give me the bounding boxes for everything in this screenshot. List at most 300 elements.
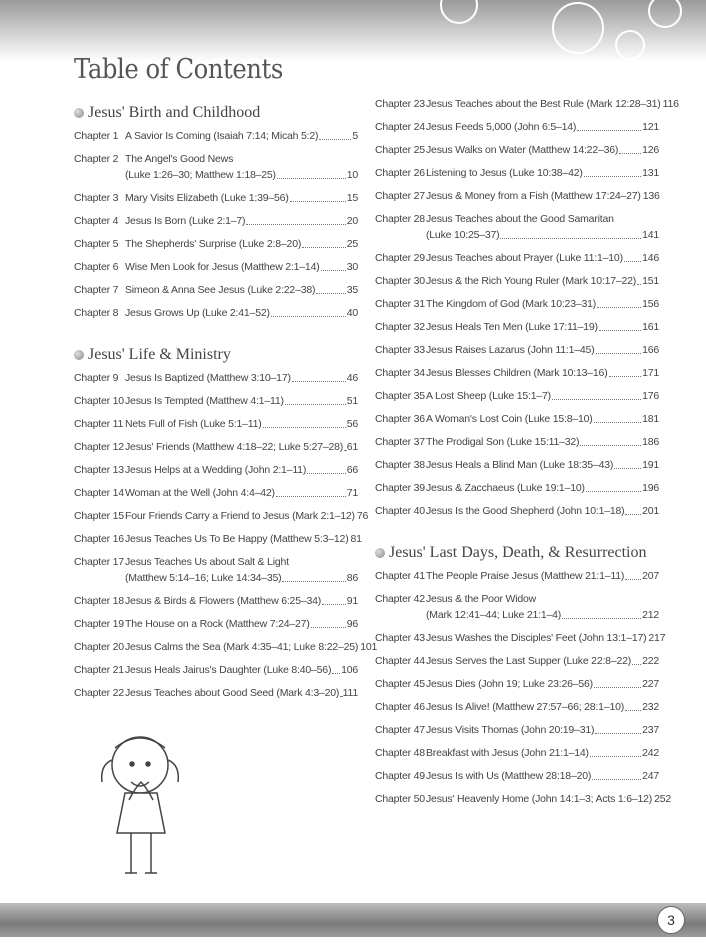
chapter-page: 191 bbox=[642, 459, 659, 471]
dot-leader bbox=[592, 768, 641, 780]
chapter-label: Chapter 10 bbox=[74, 395, 124, 407]
toc-entry[interactable] bbox=[375, 211, 659, 250]
chapter-line bbox=[125, 685, 358, 701]
chapter-line bbox=[426, 503, 659, 519]
chapter-page: 222 bbox=[642, 655, 659, 667]
chapter-line bbox=[125, 167, 358, 183]
chapter-body bbox=[426, 676, 659, 699]
dot-leader bbox=[276, 485, 346, 497]
chapter-label: Chapter 20 bbox=[74, 641, 124, 653]
chapter-label: Chapter 30 bbox=[375, 275, 425, 287]
chapter-line bbox=[426, 607, 659, 623]
chapter-line bbox=[125, 439, 358, 455]
chapter-body bbox=[426, 342, 659, 365]
chapter-label: Chapter 43 bbox=[375, 632, 425, 644]
chapter-title: (Luke 1:26–30; Matthew 1:18–25) bbox=[125, 169, 276, 181]
dot-leader bbox=[246, 213, 345, 225]
dot-leader bbox=[277, 167, 346, 179]
toc-entry[interactable] bbox=[375, 503, 659, 526]
chapter-page: 56 bbox=[346, 418, 358, 430]
dot-leader bbox=[307, 462, 346, 474]
chapter-line bbox=[426, 568, 659, 584]
chapter-body bbox=[125, 485, 358, 508]
chapter-page: 237 bbox=[642, 724, 659, 736]
chapter-body bbox=[125, 305, 358, 328]
chapter-page: 207 bbox=[642, 570, 659, 582]
chapter-title: Jesus Serves the Last Supper (Luke 22:8–22) bbox=[426, 655, 632, 667]
toc-entry[interactable] bbox=[74, 393, 358, 416]
bubble-decoration bbox=[648, 0, 682, 28]
chapter-title: Jesus Dies (John 19; Luke 23:26–56) bbox=[426, 678, 593, 690]
toc-entry[interactable] bbox=[375, 630, 666, 653]
chapter-page: 111 bbox=[342, 687, 358, 699]
chapter-title: Jesus Is Born (Luke 2:1–7) bbox=[125, 215, 246, 227]
chapter-line bbox=[426, 653, 659, 669]
toc-entry[interactable] bbox=[74, 236, 358, 259]
toc-entry[interactable] bbox=[74, 151, 358, 190]
toc-entry[interactable] bbox=[375, 745, 659, 768]
toc-entry[interactable] bbox=[375, 273, 659, 296]
chapter-page: 15 bbox=[346, 192, 358, 204]
chapter-line bbox=[426, 480, 659, 496]
chapter-body bbox=[426, 568, 659, 591]
chapter-body bbox=[426, 319, 659, 342]
bubble-decoration bbox=[440, 0, 478, 24]
chapter-line bbox=[426, 630, 666, 646]
chapter-body bbox=[125, 370, 358, 393]
chapter-title: Jesus & Zacchaeus (Luke 19:1–10) bbox=[426, 482, 585, 494]
toc-entry[interactable] bbox=[375, 791, 671, 814]
toc-entry[interactable] bbox=[375, 676, 659, 699]
chapter-page: 61 bbox=[346, 441, 358, 453]
chapter-line bbox=[426, 591, 659, 607]
chapter-title: Jesus' Heavenly Home (John 14:1–3; Acts 1:6–12) bbox=[426, 793, 653, 805]
toc-entry[interactable] bbox=[375, 96, 679, 119]
chapter-line bbox=[125, 639, 378, 655]
toc-column-left bbox=[74, 98, 378, 708]
chapter-label: Chapter 9 bbox=[74, 372, 119, 384]
chapter-line bbox=[125, 485, 358, 501]
chapter-line bbox=[125, 190, 358, 206]
chapter-page: 247 bbox=[642, 770, 659, 782]
chapter-page: 25 bbox=[346, 238, 358, 250]
chapter-title: The Angel's Good News bbox=[125, 153, 234, 165]
chapter-body bbox=[125, 593, 358, 616]
toc-entry[interactable] bbox=[74, 128, 358, 151]
chapter-label: Chapter 48 bbox=[375, 747, 425, 759]
chapter-title: Jesus Teaches about Prayer (Luke 11:1–10) bbox=[426, 252, 623, 264]
chapter-line bbox=[125, 662, 358, 678]
chapter-body bbox=[426, 457, 659, 480]
toc-entry[interactable] bbox=[74, 662, 358, 685]
chapter-page: 151 bbox=[642, 275, 659, 287]
toc-entry[interactable] bbox=[74, 593, 358, 616]
chapter-page: 5 bbox=[352, 130, 358, 142]
chapter-title: Jesus Helps at a Wedding (John 2:1–11) bbox=[125, 464, 307, 476]
toc-entry[interactable] bbox=[375, 568, 659, 591]
chapter-body bbox=[426, 768, 659, 791]
chapter-title: (Matthew 5:14–16; Luke 14:34–35) bbox=[125, 572, 282, 584]
chapter-title: A Savior Is Coming (Isaiah 7:14; Micah 5:2) bbox=[125, 130, 319, 142]
chapter-line bbox=[125, 416, 358, 432]
chapter-page: 181 bbox=[642, 413, 659, 425]
chapter-line bbox=[125, 128, 358, 144]
chapter-line bbox=[125, 462, 358, 478]
chapter-line bbox=[125, 393, 358, 409]
chapter-label: Chapter 28 bbox=[375, 213, 425, 225]
toc-entry[interactable] bbox=[74, 416, 358, 439]
chapter-title: Jesus Feeds 5,000 (John 6:5–14) bbox=[426, 121, 577, 133]
toc-entry[interactable] bbox=[74, 190, 358, 213]
chapter-title: Jesus Heals Ten Men (Luke 17:11–19) bbox=[426, 321, 598, 333]
toc-entry[interactable] bbox=[74, 508, 369, 531]
dot-leader bbox=[340, 685, 341, 697]
chapter-body bbox=[125, 393, 358, 416]
dot-leader bbox=[596, 342, 642, 354]
chapter-body bbox=[426, 96, 679, 119]
section-heading-text: Jesus' Life & Ministry bbox=[88, 346, 231, 363]
toc-entry[interactable] bbox=[74, 282, 358, 305]
footer-band bbox=[0, 903, 706, 937]
toc-entry[interactable] bbox=[375, 296, 659, 319]
chapter-body bbox=[426, 722, 659, 745]
toc-entry[interactable] bbox=[375, 142, 659, 165]
chapter-body bbox=[426, 188, 659, 211]
chapter-line bbox=[125, 305, 358, 321]
chapter-title: Wise Men Look for Jesus (Matthew 2:1–14) bbox=[125, 261, 320, 273]
chapter-line bbox=[426, 211, 659, 227]
toc-entry[interactable] bbox=[375, 250, 659, 273]
dot-leader bbox=[624, 250, 641, 262]
chapter-title: Jesus Teaches about the Best Rule (Mark 12:28–31) bbox=[426, 98, 661, 110]
toc-entry[interactable] bbox=[74, 370, 358, 393]
chapter-line bbox=[426, 745, 659, 761]
chapter-title: Jesus' Friends (Matthew 4:18–22; Luke 5:27–28) bbox=[125, 441, 344, 453]
dot-leader bbox=[322, 593, 346, 605]
chapter-label: Chapter 18 bbox=[74, 595, 124, 607]
dot-leader bbox=[594, 676, 641, 688]
chapter-label: Chapter 46 bbox=[375, 701, 425, 713]
chapter-title: Jesus Raises Lazarus (John 11:1–45) bbox=[426, 344, 595, 356]
chapter-page: 232 bbox=[642, 701, 659, 713]
chapter-page: 71 bbox=[346, 487, 358, 499]
toc-entry[interactable] bbox=[74, 462, 358, 485]
section-heading bbox=[74, 98, 358, 128]
chapter-body bbox=[125, 639, 378, 662]
chapter-title: A Woman's Lost Coin (Luke 15:8–10) bbox=[426, 413, 593, 425]
toc-entry[interactable] bbox=[74, 485, 358, 508]
toc-entry[interactable] bbox=[74, 439, 358, 462]
toc-entry[interactable] bbox=[74, 685, 358, 708]
header-band bbox=[0, 0, 706, 62]
chapter-body bbox=[426, 411, 659, 434]
chapter-label: Chapter 40 bbox=[375, 505, 425, 517]
dot-leader bbox=[263, 416, 346, 428]
chapter-label: Chapter 36 bbox=[375, 413, 425, 425]
toc-entry[interactable] bbox=[74, 259, 358, 282]
chapter-title: Mary Visits Elizabeth (Luke 1:39–56) bbox=[125, 192, 289, 204]
chapter-title: A Lost Sheep (Luke 15:1–7) bbox=[426, 390, 551, 402]
chapter-line bbox=[125, 259, 358, 275]
toc-entry[interactable] bbox=[375, 591, 659, 630]
toc-entry[interactable] bbox=[375, 480, 659, 503]
chapter-page: 136 bbox=[642, 190, 660, 202]
chapter-line bbox=[426, 227, 659, 243]
chapter-body bbox=[125, 662, 358, 685]
toc-column-right bbox=[375, 96, 679, 814]
chapter-label: Chapter 2 bbox=[74, 153, 119, 165]
page-title: Table of Contents bbox=[74, 54, 283, 85]
chapter-label: Chapter 5 bbox=[74, 238, 119, 250]
chapter-label: Chapter 25 bbox=[375, 144, 425, 156]
chapter-label: Chapter 1 bbox=[74, 130, 119, 142]
chapter-title: Listening to Jesus (Luke 10:38–42) bbox=[426, 167, 583, 179]
chapter-page: 40 bbox=[346, 307, 358, 319]
chapter-page: 217 bbox=[648, 632, 666, 644]
chapter-page: 91 bbox=[346, 595, 358, 607]
chapter-title: Jesus Blesses Children (Mark 10:13–16) bbox=[426, 367, 608, 379]
chapter-label: Chapter 12 bbox=[74, 441, 124, 453]
dot-leader bbox=[292, 370, 346, 382]
section-heading bbox=[74, 340, 358, 370]
chapter-label: Chapter 4 bbox=[74, 215, 119, 227]
chapter-page: 166 bbox=[642, 344, 659, 356]
chapter-page: 227 bbox=[642, 678, 659, 690]
chapter-line bbox=[125, 570, 358, 586]
chapter-body bbox=[426, 296, 659, 319]
chapter-title: The Prodigal Son (Luke 15:11–32) bbox=[426, 436, 580, 448]
chapter-body bbox=[125, 554, 358, 593]
toc-entry[interactable] bbox=[375, 165, 659, 188]
chapter-label: Chapter 3 bbox=[74, 192, 119, 204]
chapter-title: Breakfast with Jesus (John 21:1–14) bbox=[426, 747, 589, 759]
chapter-label: Chapter 47 bbox=[375, 724, 425, 736]
chapter-page: 76 bbox=[356, 510, 369, 522]
chapter-body bbox=[426, 119, 659, 142]
chapter-page: 126 bbox=[642, 144, 659, 156]
dot-leader bbox=[562, 607, 641, 619]
chapter-body bbox=[426, 745, 659, 768]
chapter-line bbox=[426, 411, 659, 427]
chapter-title: The House on a Rock (Matthew 7:24–27) bbox=[125, 618, 310, 630]
chapter-line bbox=[426, 296, 659, 312]
chapter-line bbox=[125, 508, 369, 524]
chapter-title: Nets Full of Fish (Luke 5:1–11) bbox=[125, 418, 262, 430]
chapter-title: Jesus Is the Good Shepherd (John 10:1–18) bbox=[426, 505, 625, 517]
chapter-label: Chapter 50 bbox=[375, 793, 425, 805]
toc-entry[interactable] bbox=[375, 457, 659, 480]
chapter-title: Jesus Walks on Water (Matthew 14:22–36) bbox=[426, 144, 619, 156]
toc-entry[interactable] bbox=[375, 768, 659, 791]
dot-leader bbox=[637, 273, 641, 285]
chapter-title: Jesus & Birds & Flowers (Matthew 6:25–34) bbox=[125, 595, 322, 607]
dot-leader bbox=[319, 128, 351, 140]
dot-leader bbox=[290, 190, 346, 202]
bullet-icon bbox=[74, 108, 84, 118]
toc-entry[interactable] bbox=[74, 554, 358, 593]
dot-leader bbox=[332, 662, 340, 674]
page-number: 3 bbox=[657, 906, 685, 934]
dot-leader bbox=[597, 296, 641, 308]
toc-entry[interactable] bbox=[375, 342, 659, 365]
chapter-body bbox=[125, 462, 358, 485]
chapter-line bbox=[426, 434, 659, 450]
section-heading-text: Jesus' Birth and Childhood bbox=[88, 104, 261, 121]
chapter-title: Jesus Teaches Us To Be Happy (Matthew 5:3–12) bbox=[125, 533, 349, 545]
chapter-body bbox=[125, 531, 362, 554]
chapter-page: 66 bbox=[346, 464, 358, 476]
chapter-title: Jesus & Money from a Fish (Matthew 17:24–27) bbox=[426, 190, 641, 202]
chapter-label: Chapter 14 bbox=[74, 487, 124, 499]
bullet-icon bbox=[74, 350, 84, 360]
dot-leader bbox=[625, 699, 641, 711]
chapter-body bbox=[426, 388, 659, 411]
chapter-body bbox=[426, 630, 666, 653]
chapter-body bbox=[426, 591, 659, 630]
chapter-title: Jesus Washes the Disciples' Feet (John 13:1–17) bbox=[426, 632, 647, 644]
dot-leader bbox=[625, 503, 641, 515]
chapter-line bbox=[426, 676, 659, 692]
chapter-body bbox=[125, 282, 358, 305]
dot-leader bbox=[577, 119, 641, 131]
chapter-label: Chapter 22 bbox=[74, 687, 124, 699]
dot-leader bbox=[311, 616, 346, 628]
chapter-title: Jesus Teaches Us about Salt & Light bbox=[125, 556, 289, 568]
chapter-page: 106 bbox=[341, 664, 358, 676]
chapter-page: 116 bbox=[662, 98, 679, 110]
chapter-title: Jesus Visits Thomas (John 20:19–31) bbox=[426, 724, 595, 736]
chapter-line bbox=[426, 457, 659, 473]
chapter-body bbox=[125, 439, 358, 462]
chapter-body bbox=[125, 685, 358, 708]
chapter-line bbox=[426, 699, 659, 715]
toc-entry[interactable] bbox=[375, 319, 659, 342]
chapter-title: Jesus Teaches about Good Seed (Mark 4:3–20) bbox=[125, 687, 340, 699]
chapter-label: Chapter 29 bbox=[375, 252, 425, 264]
chapter-line bbox=[125, 370, 358, 386]
toc-entry[interactable] bbox=[375, 119, 659, 142]
chapter-page: 121 bbox=[642, 121, 659, 133]
chapter-body bbox=[125, 128, 358, 151]
chapter-page: 212 bbox=[642, 609, 659, 621]
chapter-label: Chapter 17 bbox=[74, 556, 124, 568]
chapter-body bbox=[125, 616, 358, 639]
toc-entry[interactable] bbox=[74, 305, 358, 328]
chapter-title: Simeon & Anna See Jesus (Luke 2:22–38) bbox=[125, 284, 316, 296]
chapter-page: 161 bbox=[642, 321, 659, 333]
chapter-label: Chapter 31 bbox=[375, 298, 425, 310]
dot-leader bbox=[344, 439, 346, 451]
toc-entry[interactable] bbox=[375, 411, 659, 434]
chapter-line bbox=[125, 151, 358, 167]
chapter-body bbox=[125, 151, 358, 190]
dot-leader bbox=[590, 745, 641, 757]
chapter-title: Jesus Is Baptized (Matthew 3:10–17) bbox=[125, 372, 291, 384]
dot-leader bbox=[282, 570, 345, 582]
toc-entry[interactable] bbox=[74, 639, 378, 662]
toc-entry[interactable] bbox=[375, 699, 659, 722]
chapter-label: Chapter 33 bbox=[375, 344, 425, 356]
dot-leader bbox=[625, 568, 641, 580]
chapter-title: Jesus Calms the Sea (Mark 4:35–41; Luke 8:22–25) bbox=[125, 641, 359, 653]
chapter-line bbox=[426, 250, 659, 266]
chapter-title: Jesus Is with Us (Matthew 28:18–20) bbox=[426, 770, 592, 782]
chapter-line bbox=[125, 213, 358, 229]
dot-leader bbox=[316, 282, 345, 294]
section-heading-text: Jesus' Last Days, Death, & Resurrection bbox=[389, 544, 647, 561]
chapter-title: The People Praise Jesus (Matthew 21:1–11) bbox=[426, 570, 625, 582]
dot-leader bbox=[302, 236, 346, 248]
chapter-label: Chapter 16 bbox=[74, 533, 124, 545]
chapter-label: Chapter 39 bbox=[375, 482, 425, 494]
toc-entry[interactable] bbox=[375, 365, 659, 388]
toc-entry[interactable] bbox=[375, 388, 659, 411]
toc-entry[interactable] bbox=[74, 616, 358, 639]
chapter-line bbox=[426, 188, 659, 204]
chapter-title: Jesus Grows Up (Luke 2:41–52) bbox=[125, 307, 270, 319]
section-heading bbox=[375, 538, 659, 568]
chapter-body bbox=[426, 365, 659, 388]
chapter-page: 96 bbox=[346, 618, 358, 630]
dot-leader bbox=[609, 365, 642, 377]
toc-entry[interactable] bbox=[74, 531, 362, 554]
chapter-page: 156 bbox=[642, 298, 659, 310]
chapter-label: Chapter 19 bbox=[74, 618, 124, 630]
chapter-line bbox=[125, 282, 358, 298]
chapter-label: Chapter 44 bbox=[375, 655, 425, 667]
chapter-line bbox=[125, 616, 358, 632]
chapter-label: Chapter 8 bbox=[74, 307, 119, 319]
dot-leader bbox=[595, 722, 641, 734]
chapter-line bbox=[426, 365, 659, 381]
chapter-line bbox=[426, 319, 659, 335]
chapter-body bbox=[426, 653, 659, 676]
chapter-page: 51 bbox=[346, 395, 358, 407]
chapter-body bbox=[125, 190, 358, 213]
chapter-page: 86 bbox=[346, 572, 358, 584]
dot-leader bbox=[500, 227, 641, 239]
chapter-label: Chapter 34 bbox=[375, 367, 425, 379]
chapter-line bbox=[426, 722, 659, 738]
chapter-page: 171 bbox=[642, 367, 659, 379]
dot-leader bbox=[271, 305, 346, 317]
chapter-title: Jesus Heals Jairus's Daughter (Luke 8:40–56) bbox=[125, 664, 332, 676]
chapter-body bbox=[426, 142, 659, 165]
toc-entry[interactable] bbox=[375, 653, 659, 676]
toc-entry[interactable] bbox=[375, 434, 659, 457]
toc-entry[interactable] bbox=[74, 213, 358, 236]
chapter-page: 201 bbox=[642, 505, 659, 517]
chapter-title: Jesus Teaches about the Good Samaritan bbox=[426, 213, 614, 225]
chapter-title: The Kingdom of God (Mark 10:23–31) bbox=[426, 298, 597, 310]
dot-leader bbox=[584, 165, 641, 177]
bubble-decoration bbox=[615, 30, 645, 60]
chapter-line bbox=[125, 593, 358, 609]
chapter-body bbox=[426, 434, 659, 457]
chapter-title: Jesus Is Tempted (Matthew 4:1–11) bbox=[125, 395, 284, 407]
chapter-title: Jesus & the Rich Young Ruler (Mark 10:17–22) bbox=[426, 275, 637, 287]
chapter-page: 242 bbox=[642, 747, 659, 759]
chapter-page: 131 bbox=[642, 167, 659, 179]
toc-entry[interactable] bbox=[375, 188, 659, 211]
chapter-line bbox=[426, 165, 659, 181]
toc-entry[interactable] bbox=[375, 722, 659, 745]
chapter-label: Chapter 23 bbox=[375, 98, 425, 110]
chapter-label: Chapter 45 bbox=[375, 678, 425, 690]
chapter-label: Chapter 11 bbox=[74, 418, 124, 430]
chapter-page: 20 bbox=[346, 215, 358, 227]
chapter-body bbox=[125, 416, 358, 439]
